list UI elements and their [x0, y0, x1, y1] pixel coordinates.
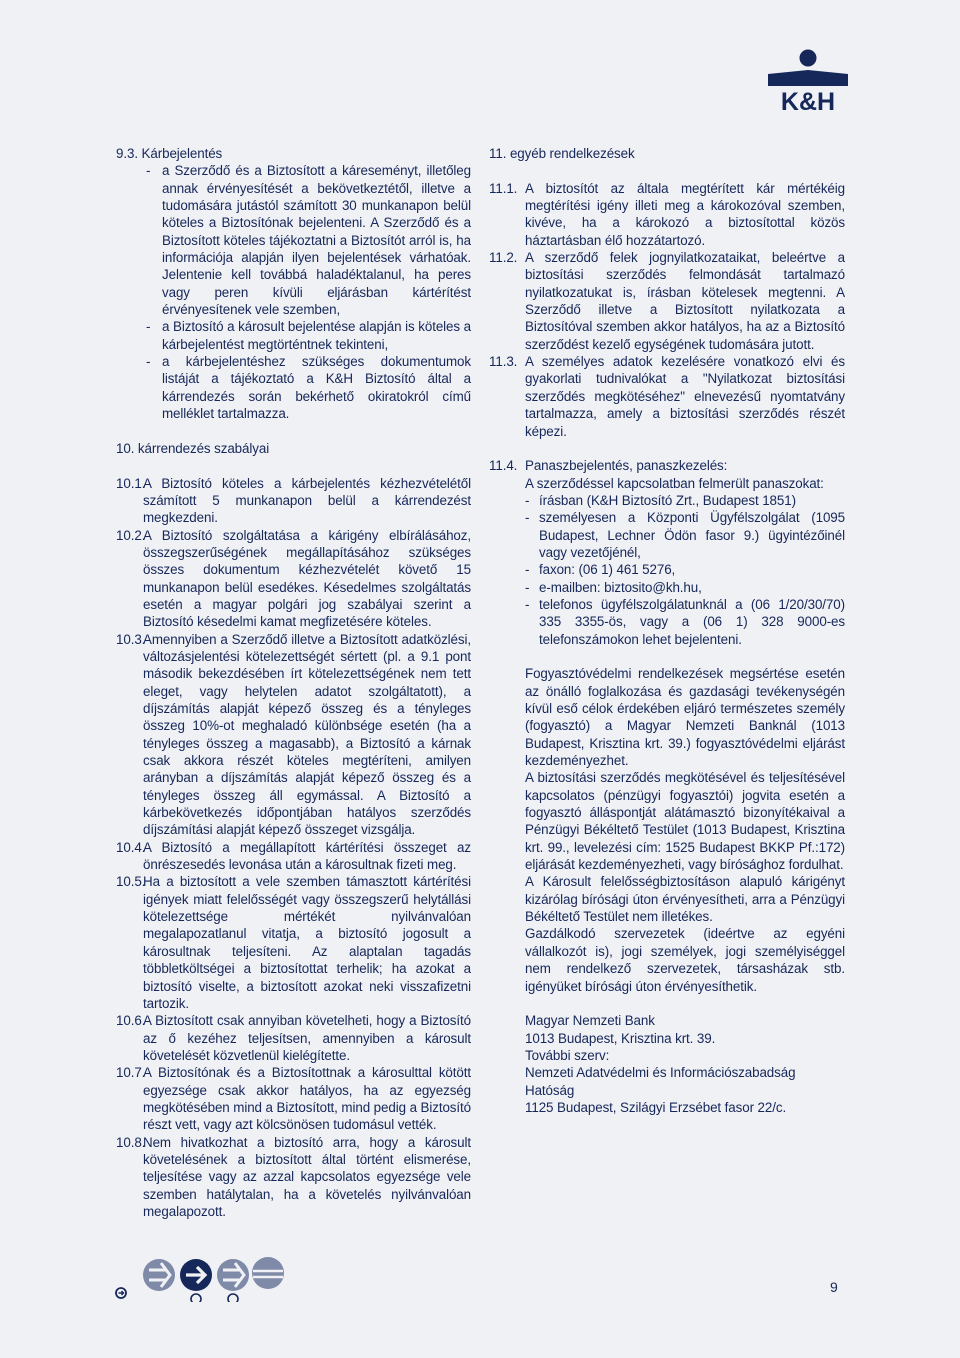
list-item: - telefonos ügyfélszolgálatunknál a (06 1/20/30/70) 335 3355-ös, vagy a (06 1) 328 9000-es telefonszámokon lehet bejelenteni.	[525, 596, 845, 647]
list-item: - írásban (K&H Biztosító Zrt., Budapest 1851)	[525, 492, 796, 508]
clause-11-2: 11.2. A szerződő felek jognyilatkozataikat, beleértve a biztosítási szerződés felmondását tartalmazó nyilatkozatukat is, írásban kötelesek megtenni. A Szerződő illetve a Biztosított nyilatkozata a Biztosítóval szemben akkor hatályos, ha az a Biztosító szerződést kezelő egységének tudomására jutott.	[489, 250, 845, 352]
address-line: 1125 Budapest, Szilágyi Erzsébet fasor 22/c.	[525, 1099, 787, 1115]
clause-10-1: 10.1. A Biztosító köteles a kárbejelentés kézhezvételétől számított 5 munkanapon belül a kárrendezést megkezdeni.	[116, 475, 471, 526]
logo-head	[800, 50, 817, 67]
logo-text: K&H	[780, 88, 836, 114]
paragraph: Gazdálkodó szervezetek (ideértve az egyéni vállalkozót is), jogi személyek, jogi személyiséggel nem rendelkező szervezetek, társasházak stb. igényüket bírósági úton érvényesíthetik.	[525, 926, 845, 994]
address-line: Magyar Nemzeti Bank	[525, 1013, 655, 1029]
list-item: - faxon: (06 1) 461 5276,	[525, 562, 676, 578]
clause-10-3: 10.3. Amennyiben a Szerződő illetve a Biztosított adatközlési, változásjelentési kötelezettségét sértett (pl. a 9.1 pont második bekezdésében írt kötelezettségének nem tett eleget, vagy helytelen adatot szolgáltatott), a díjszámítás alapját képező összeg és a tényleges összeg 10%-ot meghaladó különbsége esetén (ha a tényleges összeg a magasabb), a Biztosító a kárnak csak akkora részét köteles megtéríteni, amilyen arányban a díjszámítás alapját képező összeg és a tényleges összeg áll egymással. A Biztosító a kárbekövetkezés időpontjában hatályos szerződés díjszámítási alapját képező összeget vizsgálja.	[116, 631, 471, 838]
clause-10-5: 10.5. Ha a biztosított a vele szemben támasztott kártérítési igények miatt felelősségét vagy összegszerű helytállási kötelezettsége mértékét nyilvánvalóan megalapozatlanul vitatja, a biztosító jogosult a károsultnak teljesíteni. Az alaptalan tagadás többletköltségei a biztosítottat terhelik; ha azokat a biztosító viselte, a biztosított azokat neki visszafizetni tartozik.	[116, 874, 471, 1011]
address-line: 1013 Budapest, Krisztina krt. 39.	[525, 1030, 716, 1046]
paragraph: A Károsult felelősségbiztosításon alapuló kárigényt kizárólag bírósági úton érvényesítheti, arra a Pénzügyi Békéltető Testület nem illetékes.	[525, 874, 845, 925]
list-item: - e-mailben: biztosito@kh.hu,	[525, 579, 702, 595]
paragraph: A biztosítási szerződés megkötésével és teljesítésével kapcsolatos (pénzügyi fogyasztói) jogvita esetén a fogyasztó álláspontját alátámasztó bizonyítékaival a Pénzügyi Békéltető Testület (1013 Budapest, Krisztina krt. 99., levelezési cím: 1525 Budapest BKKP Pf.:172) eljárását kezdeményezheti, vagy bírósághoz fordulhat.	[525, 770, 845, 873]
section-9-3-title: 9.3. Kárbejelentés	[116, 146, 223, 161]
list-item: - a kárbejelentéshez szükséges dokumentumok listáját a tájékoztató a K&H Biztosító által a kárrendezés során bekérhető okiratokról című melléklet tartalmazza.	[146, 354, 471, 422]
clause-10-7: 10.7. A Biztosítónak és a Biztosítottnak a károsulttal kötött egyezsége csak akkor hatályos, ha az egyezség megkötésében mind a Biztosított, mind pedig a Biztosító részt vett, vagy azt kölcsönösen tudomásul vették.	[116, 1065, 471, 1133]
footer-arrows	[112, 1257, 292, 1302]
list-item: - személyesen a Központi Ügyfélszolgálat (1095 Budapest, Lechner Ödön fasor 9.) ügyintézőinél vagy vezetőjénél,	[525, 510, 845, 560]
arrow-circle-icon[interactable]	[217, 1259, 249, 1302]
section-11-title: 11. egyéb rendelkezések	[489, 146, 635, 161]
clause-10-2: 10.2. A Biztosító szolgáltatása a kárigény elbírálásához, összegszerűségének megállapításához szükséges összes dokumentum kézhezvételét követő 15 munkanapon belül esedékes. Késedelmes szolgáltatás esetén a magyar polgári jog szabályai szerint a Biztosító késedelmi kamat megfizetésére köteles.	[116, 527, 471, 630]
section-10-title: 10. kárrendezés szabályai	[116, 440, 270, 456]
left-column	[116, 145, 471, 1220]
clause-10-4: 10.4. A Biztosító a megállapított kártérítési összeget az önrészesedés levonása után a károsultnak fizeti meg.	[116, 839, 471, 873]
clause-11-3: 11.3. A személyes adatok kezelésére vonatkozó elvi és gyakorlati tudnivalókat a "Nyilatkozat biztosítási szerződés megkötéséhez" elnevezésű nyomtatvány tartalmazza, amely a biztosítási szerződés részét képezi.	[489, 354, 845, 439]
complaint-intro: A szerződéssel kapcsolatban felmerült panaszokat:	[525, 475, 824, 491]
clause-10-8: 10.8. Nem hivatkozhat a biztosító arra, hogy a károsult követelésének a biztosított által történt elismerése, teljesítése vagy az azzal kapcsolatos egyezsége vele szemben hatálytalan, ha a követelés nyilvánvalóan megalapozott.	[116, 1134, 471, 1219]
logo-body	[768, 70, 848, 86]
list-item: - a Szerződő és a Biztosított a káreseményt, illetőleg annak érvényesítését a bekövetkeztétől, illetve a tudomására jutástól számított 30 munkanapon belül köteles a Biztosítónak bejelenteni. A Szerződő és a Biztosított köteles tájékoztatni a Biztosítót arról is, ha információja alapján ilyen bejelentések várhatóak. Jelentenie kell továbbá haladéktalanul, ha peres vagy peren kívüli eljárásban kártérítést érvényesítenek vele szemben,	[146, 163, 471, 318]
arrow-circle-icon[interactable]	[116, 1259, 175, 1298]
paragraph: Fogyasztóvédelmi rendelkezések megsértése esetén az önálló foglalkozása és gazdasági tevékenységén kívül eső célok érdekében eljáró természetes személy (fogyasztó) a Magyar Nemzeti Banknál (1013 Budapest, Krisztina krt. 39.) fogyasztóvédelmi eljárást kezdeményezhet.	[525, 666, 845, 769]
clause-11-4: 11.4. Panaszbejelentés, panaszkezelés:	[489, 458, 728, 474]
list-item: - a Biztosító a károsult bejelentése alapján is köteles a kárbejelentést megtörténtnek tekinteni,	[146, 319, 471, 352]
clause-10-6: 10.6. A Biztosított csak annyiban követelheti, hogy a Biztosító az ő kezéhez teljesítsen, amennyiben a károsult követelését közvetlenül kielégítette.	[116, 1013, 471, 1063]
arrow-circle-icon[interactable]	[252, 1257, 284, 1289]
right-column	[489, 145, 845, 1116]
arrow-circle-icon[interactable]	[180, 1259, 212, 1302]
address-line: Nemzeti Adatvédelmi és Információszabadság Hatóság	[525, 1065, 796, 1098]
clause-11-1: 11.1. A biztosítót az általa megtérített kár mértékéig megtérítési igény illeti meg a károkozóval szemben, kivéve, ha a károkozó a biztosítottal közös háztartásban élő hozzátartozó.	[489, 180, 845, 248]
address-line: További szerv:	[525, 1047, 610, 1063]
page-number: 9	[830, 1279, 838, 1295]
kh-logo	[768, 48, 848, 114]
